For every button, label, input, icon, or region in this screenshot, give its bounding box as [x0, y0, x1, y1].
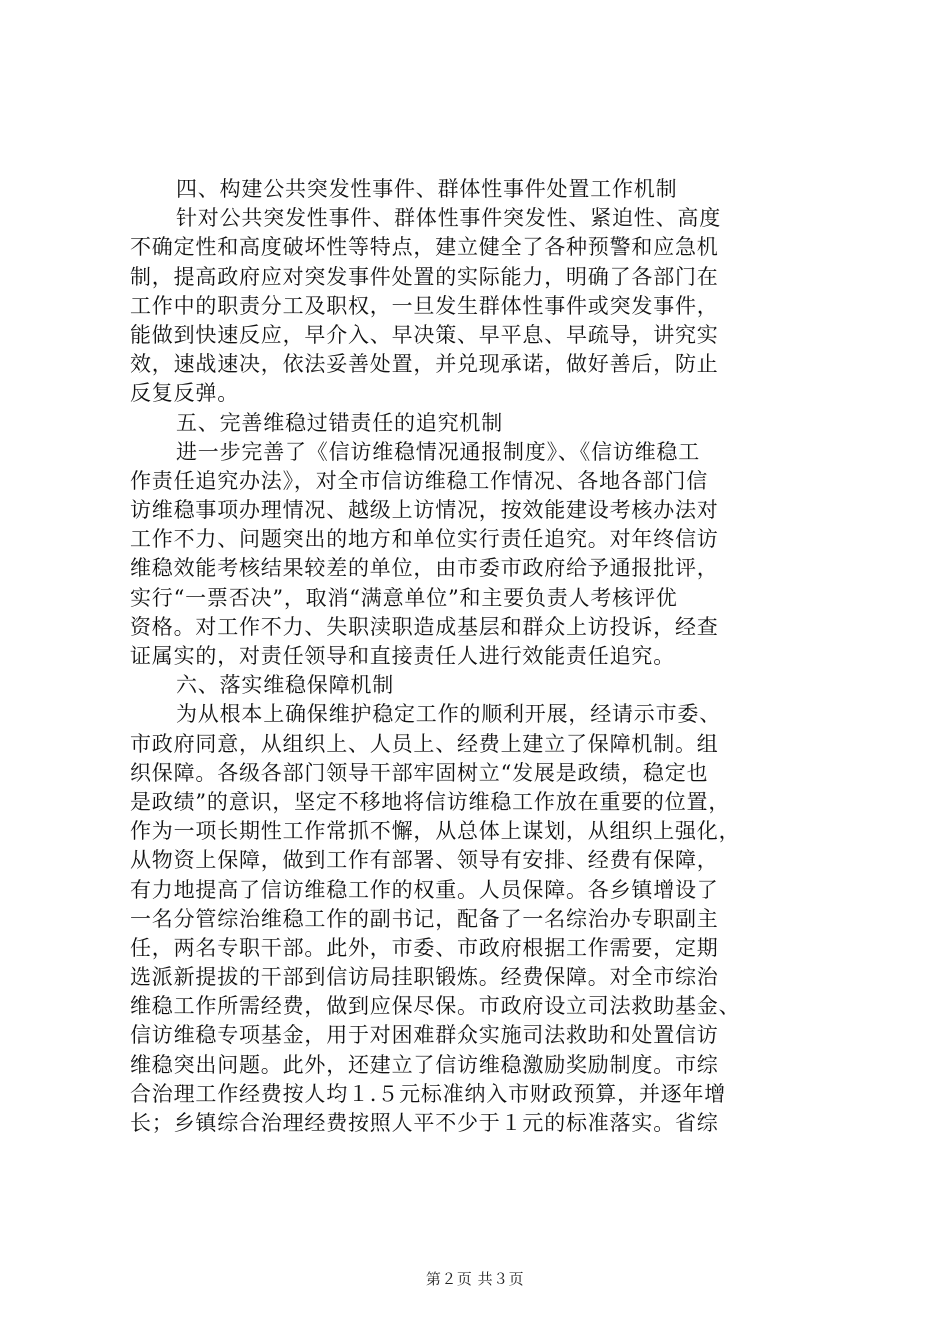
text-line: 信访维稳专项基金，用于对困难群众实施司法救助和处置信访 — [130, 1023, 719, 1048]
text-line: 是政绩”的意识，坚定不移地将信访维稳工作放在重要的位置， — [130, 789, 731, 814]
text-line: 工作中的职责分工及职权，一旦发生群体性事件或突发事件， — [130, 293, 719, 318]
text-line: 访维稳事项办理情况、越级上访情况，按效能建设考核办法对 — [130, 498, 719, 523]
text-line: 资格。对工作不力、失职渎职造成基层和群众上访投诉，经查 — [130, 614, 719, 639]
text-line: 维稳突出问题。此外，还建立了信访维稳激励奖励制度。市综 — [130, 1052, 719, 1077]
text-line: 工作不力、问题突出的地方和单位实行责任追究。对年终信访 — [130, 527, 719, 552]
section-heading: 六、落实维稳保障机制 — [176, 673, 394, 698]
text-line: 市政府同意，从组织上、人员上、经费上建立了保障机制。组 — [130, 731, 719, 756]
text-line: 织保障。各级各部门领导干部牢固树立“发展是政绩，稳定也 — [130, 760, 709, 785]
page-footer: 第２页 共３页 — [425, 1270, 525, 1288]
text-line: 制，提高政府应对突发事件处置的实际能力，明确了各部门在 — [130, 264, 719, 289]
text-line: 证属实的，对责任领导和直接责任人进行效能责任追究。 — [130, 644, 675, 668]
text-line: 作为一项长期性工作常抓不懈，从总体上谋划，从组织上强化， — [130, 819, 741, 844]
text-line: 针对公共突发性事件、群体性事件突发性、紧迫性、高度 — [176, 206, 721, 231]
text-line: 从物资上保障，做到工作有部署、领导有安排、经费有保障， — [130, 848, 719, 873]
text-line: 实行“一票否决”，取消“满意单位”和主要负责人考核评优 — [130, 585, 678, 610]
section-heading: 四、构建公共突发性事件、群体性事件处置工作机制 — [176, 177, 678, 201]
document-body — [130, 175, 830, 1138]
text-line: 选派新提拔的干部到信访局挂职锻炼。经费保障。对全市综治 — [130, 965, 719, 990]
text-line: 反复反弹。 — [130, 381, 239, 406]
text-line: 效，速战速决，依法妥善处置，并兑现承诺，做好善后，防止 — [130, 352, 719, 377]
text-line: 不确定性和高度破坏性等特点，建立健全了各种预警和应急机 — [130, 235, 719, 260]
text-line: 任，两名专职干部。此外，市委、市政府根据工作需要，定期 — [130, 935, 719, 960]
text-line: 能做到快速反应，早介入、早决策、早平息、早疏导，讲究实 — [130, 322, 719, 347]
text-line: 一名分管综治维稳工作的副书记，配备了一名综治办专职副主 — [130, 906, 719, 931]
text-line: 维稳效能考核结果较差的单位，由市委市政府给予通报批评， — [130, 556, 719, 581]
section-heading: 五、完善维稳过错责任的追究机制 — [176, 410, 503, 435]
text-line: 为从根本上确保维护稳定工作的顺利开展，经请示市委、 — [176, 702, 721, 727]
text-line: 维稳工作所需经费，做到应保尽保。市政府设立司法救助基金、 — [130, 994, 741, 1019]
text-line: 有力地提高了信访维稳工作的权重。人员保障。各乡镇增设了 — [130, 877, 719, 902]
text-line: 合治理工作经费按人均１.５元标准纳入市财政预算，并逐年增 — [130, 1081, 727, 1106]
text-line: 长；乡镇综合治理经费按照人平不少于１元的标准落实。省综 — [130, 1111, 719, 1135]
text-line: 进一步完善了《信访维稳情况通报制度》、《信访维稳工 — [176, 439, 700, 464]
text-line: 作责任追究办法》，对全市信访维稳工作情况、各地各部门信 — [130, 468, 709, 493]
